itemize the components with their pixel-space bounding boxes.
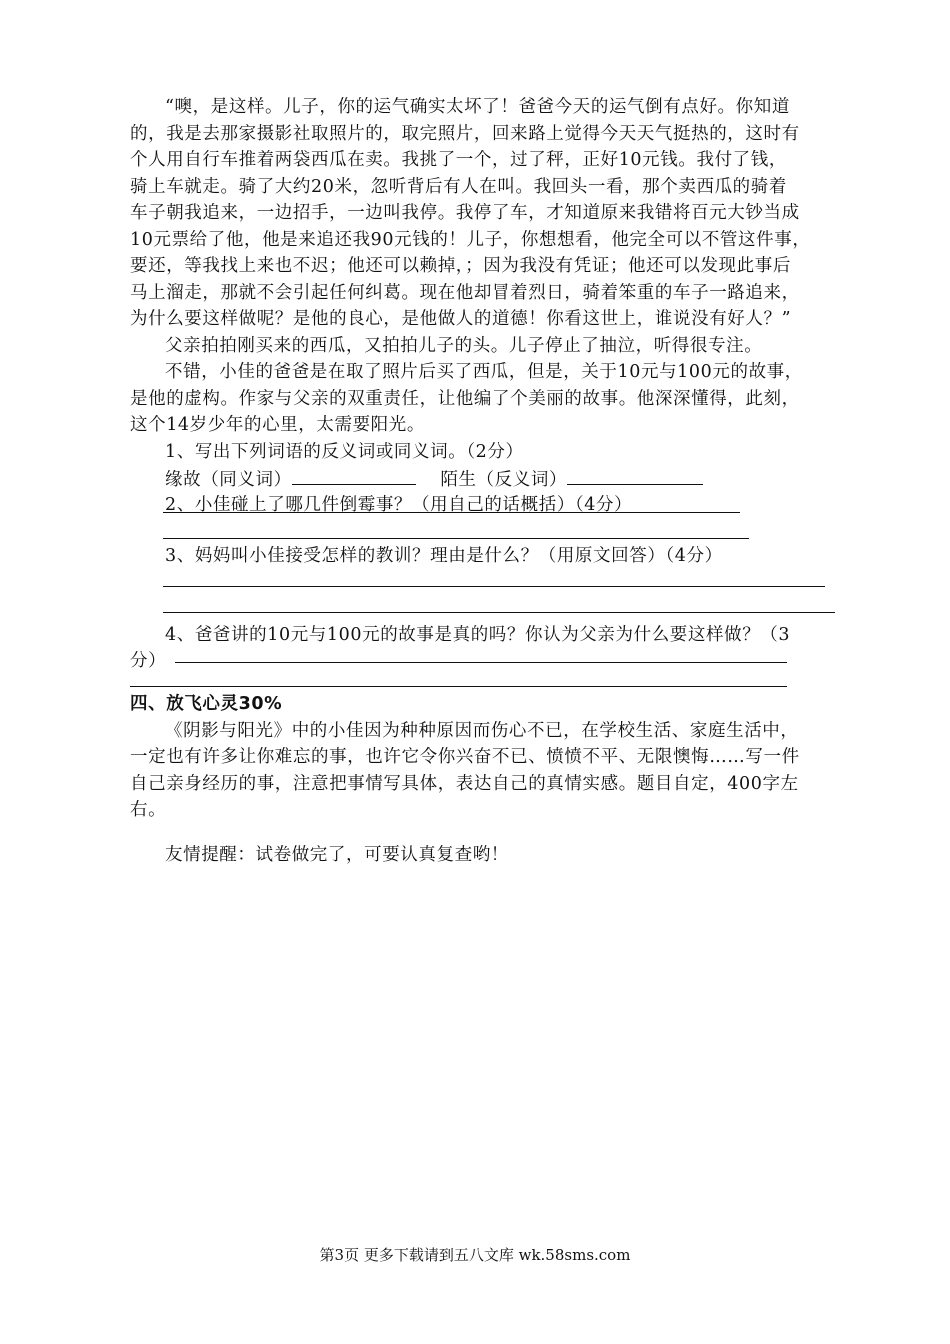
q2-answer-line[interactable] xyxy=(163,538,749,539)
passage-line: 父亲拍拍刚买来的西瓜，又拍拍儿子的头。儿子停止了抽泣，听得很专注。 xyxy=(165,336,763,356)
reminder-text: 友情提醒：试卷做完了，可要认真复查哟！ xyxy=(165,845,509,865)
section-4-line: 自己亲身经历的事，注意把事情写具体，表达自己的真情实感。题目自定，400字左 xyxy=(130,774,799,794)
passage-line: 的，我是去那家摄影社取照片的，取完照片，回来路上觉得今天天气挺热的，这时有 xyxy=(130,124,800,144)
passage-line: 马上溜走，那就不会引起任何纠葛。现在他却冒着烈日，骑着笨重的车子一路追来， xyxy=(130,283,800,303)
q1-item1-answer-blank[interactable] xyxy=(292,466,416,485)
passage-line: 个人用自行车推着两袋西瓜在卖。我挑了一个，过了秤，正好10元钱。我付了钱， xyxy=(130,150,787,170)
section-4-line: 《阴影与阳光》中的小佳因为种种原因而伤心不已，在学校生活、家庭生活中， xyxy=(165,721,799,741)
q1-item2-label: 陌生（反义词） xyxy=(440,470,568,490)
q3-answer-line[interactable] xyxy=(163,612,835,613)
passage-line: 不错，小佳的爸爸是在取了照片后买了西瓜，但是，关于10元与100元的故事， xyxy=(165,362,803,382)
passage-line: 是他的虚构。作家与父亲的双重责任，让他编了个美丽的故事。他深深懂得，此刻， xyxy=(130,389,800,409)
question-1-text: 1、写出下列词语的反义词或同义词。（2分） xyxy=(165,442,524,462)
passage-line: 这个14岁少年的心里，太需要阳光。 xyxy=(130,415,425,435)
question-2-text: 2、小佳碰上了哪几件倒霉事？（用自己的话概括）（4分） xyxy=(165,495,633,515)
section-4-line: 一定也有许多让你难忘的事，也许它令你兴奋不已、愤愤不平、无限懊悔……写一件 xyxy=(130,747,800,767)
passage-line: 骑上车就走。骑了大约20米，忽听背后有人在叫。我回头一看，那个卖西瓜的骑着 xyxy=(130,177,787,197)
section-4-title: 四、放飞心灵30% xyxy=(130,694,283,714)
q4-answer-line[interactable] xyxy=(175,662,787,663)
q2-answer-line[interactable] xyxy=(163,512,740,513)
passage-line: 车子朝我追来，一边招手，一边叫我停。我停了车，才知道原来我错将百元大钞当成 xyxy=(130,203,800,223)
question-4-text-cont: 分） xyxy=(130,651,167,671)
passage-line: 10元票给了他，他是来追还我90元钱的！儿子，你想想看，他完全可以不管这件事， xyxy=(130,230,811,250)
question-4-text: 4、爸爸讲的10元与100元的故事是真的吗？你认为父亲为什么要这样做？（3 xyxy=(165,625,791,645)
question-1-items xyxy=(165,466,703,493)
passage-line: “噢，是这样。儿子，你的运气确实太坏了！爸爸今天的运气倒有点好。你知道 xyxy=(165,97,790,117)
question-3-text: 3、妈妈叫小佳接受怎样的教训？理由是什么？（用原文回答）（4分） xyxy=(165,546,723,566)
q1-item2-answer-blank[interactable] xyxy=(567,466,703,485)
page-footer: 第3页 更多下载请到五八文库 wk.58sms.com xyxy=(319,1246,631,1264)
q4-answer-line[interactable] xyxy=(130,686,787,687)
passage-line: 为什么要这样做呢？是他的良心，是他做人的道德！你看这世上，谁说没有好人？” xyxy=(130,309,792,329)
passage-line: 要还，等我找上来也不迟；他还可以赖掉，；因为我没有凭证；他还可以发现此事后 xyxy=(130,256,791,276)
q3-answer-line[interactable] xyxy=(163,586,825,587)
section-4-line: 右。 xyxy=(130,800,167,820)
q1-item1-label: 缘故（同义词） xyxy=(165,470,292,490)
